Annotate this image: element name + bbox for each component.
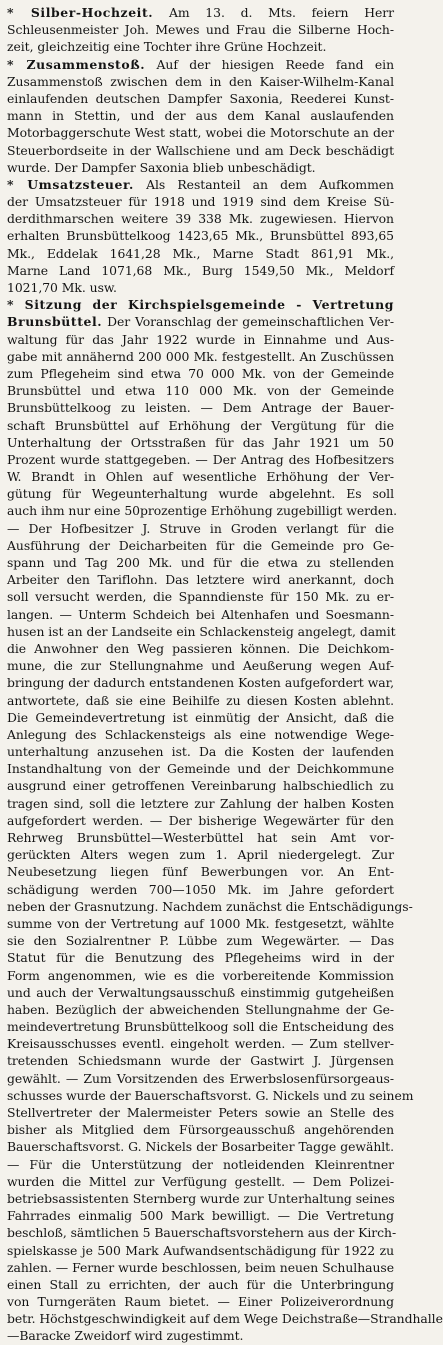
line-text: Marne Land 1071,68 Mk., Burg 1549,50 Mk., Meldorf	[7, 262, 394, 278]
text-line	[7, 588, 394, 605]
text-line	[7, 90, 394, 107]
text-line	[7, 417, 394, 434]
line-text: schusses wurde der Bauerschaftsvorst. G. Nickels und zu seinem	[7, 1087, 414, 1103]
text-line	[7, 296, 394, 313]
line-text: unterhaltung anzusehen ist. Da die Kosten der laufenden	[7, 744, 394, 760]
line-text: langen. — Unterm Schdeich bei Altenhafen und Soesmann-	[7, 606, 394, 622]
line-text: Auf der hiesigen Reede fand ein	[145, 56, 395, 72]
line-text: betr. Höchstgeschwindigkeit auf dem Wege Deichstraße—Strandhalle	[7, 1311, 443, 1327]
line-text: tretenden Schiedsmann wurde der Gastwirt J. Jürgensen	[7, 1053, 394, 1069]
section-heading: Brunsbüttel.	[7, 314, 103, 330]
text-line	[7, 1070, 394, 1087]
text-line	[7, 554, 394, 571]
text-line	[7, 537, 394, 554]
line-text: waltung für das Jahr 1922 wurde in Einnahme und Aus-	[7, 331, 394, 347]
text-line	[7, 949, 394, 966]
line-text: mann in Stettin, und der aus dem Kanal auslaufenden	[7, 108, 394, 124]
line-text: Brunsbüttelkoog zu leisten. — Dem Antrage der Bauer-	[7, 400, 394, 416]
text-line	[7, 846, 394, 863]
text-line	[7, 863, 394, 880]
line-text: bringung der dadurch entstandenen Kosten aufgefordert war,	[7, 675, 394, 691]
line-text: Bauerschaftsvorst. G. Nickels der Bosarbeiter Tagge gewählt.	[7, 1139, 394, 1155]
line-text: wurden die Mittel zur Verfügung gestellt. — Dem Polizei-	[7, 1173, 394, 1189]
text-line	[7, 434, 394, 451]
text-line	[7, 1138, 394, 1155]
line-text: von Turngeräten Raum bietet. — Einer Polizeiverordnung	[7, 1294, 394, 1310]
text-line	[7, 4, 394, 21]
text-line	[7, 1001, 394, 1018]
line-text: —Baracke Zweidorf wird zugestimmt.	[7, 1328, 244, 1344]
text-line	[7, 1087, 414, 1104]
line-text: derdithmarschen weitere 39 338 Mk. zugewiesen. Hiervon	[7, 211, 394, 227]
line-text: Mk., Eddelak 1641,28 Mk., Marne Stadt 861,91 Mk.,	[7, 245, 394, 261]
line-text: neben der Grasnutzung. Nachdem zunächst die Entschädigungs-	[7, 898, 413, 914]
text-line	[7, 1173, 394, 1190]
text-line	[7, 262, 394, 279]
text-line	[7, 124, 394, 141]
text-line	[7, 159, 394, 176]
section-heading: * Zusammenstoß.	[7, 56, 146, 72]
text-line	[7, 915, 394, 932]
text-line	[7, 520, 394, 537]
text-line	[7, 984, 394, 1001]
line-text: Als Restanteil an dem Aufkommen	[133, 176, 394, 192]
line-text: einen Stall zu errichten, der auch für die Unterbringung	[7, 1276, 394, 1292]
line-text: zeit, gleichzeitig eine Tochter ihre Grüne Hochzeit.	[7, 39, 327, 55]
line-text: Brunsbüttel und etwa 110 000 Mk. von der Gemeinde	[7, 383, 394, 399]
text-line	[7, 485, 394, 502]
line-text: Der Voranschlag der gemeinschaftlichen Ver-	[102, 314, 394, 330]
text-line	[7, 881, 394, 898]
text-line	[7, 932, 394, 949]
line-text: meindevertretung Brunsbüttelkoog soll die Entscheidung des	[7, 1019, 394, 1035]
line-text: gerückten Alters wegen zum 1. April niedergelegt. Zur	[7, 847, 394, 863]
line-text: schädigung werden 700—1050 Mk. im Jahre gefordert	[7, 881, 394, 897]
text-line	[7, 451, 394, 468]
line-text: Am 13. d. Mts. feiern Herr	[153, 5, 394, 20]
text-line	[7, 56, 394, 73]
line-text: auch ihm nur eine 50prozentige Erhöhung zugebilligt werden.	[7, 503, 398, 519]
text-line	[7, 1242, 394, 1259]
line-text: — Der Hofbesitzer J. Struve in Groden verlangt für die	[7, 520, 394, 536]
text-line	[7, 743, 394, 760]
line-text: Ausführung der Deicharbeiten für die Gemeinde pro Ge-	[7, 537, 394, 553]
text-line	[7, 640, 394, 657]
line-text: Arbeiter den Tariflohn. Das letztere wird anerkannt, doch	[7, 572, 394, 588]
line-text: Kreisausschusses eventl. eingeholt werden. — Zum stellver-	[7, 1036, 394, 1052]
line-text: Unterhaltung der Ortsstraßen für das Jahr 1921 um 50	[7, 434, 394, 450]
line-text: antwortete, daß sie eine Beihilfe zu diesen Kosten ablehnt.	[7, 692, 394, 708]
text-line	[7, 1190, 394, 1207]
line-text: Anlegung des Schlackensteigs als eine notwendige Wege-	[7, 726, 394, 742]
line-text: sie den Sozialrentner P. Lübbe zum Wegewärter. — Das	[7, 933, 394, 949]
text-line	[7, 107, 394, 124]
text-line	[7, 399, 394, 416]
line-text: wurde. Der Dampfer Saxonia blieb unbeschädigt.	[7, 159, 316, 175]
line-text: Form angenommen, wie es die vorbereitende Kommission	[7, 967, 394, 983]
line-text: ausgrund einer getroffenen Vereinbarung halbschiedlich zu	[7, 778, 394, 794]
text-line	[7, 1121, 394, 1138]
line-text: haben. Bezüglich der abweichenden Stellungnahme der Ge-	[7, 1001, 394, 1017]
section-heading: * Silber-Hochzeit.	[7, 5, 154, 20]
line-text: Die Gemeindevertretung ist einmütig der Ansicht, daß die	[7, 709, 394, 725]
line-text: schaft Brunsbüttel auf Erhöhung der Vergütung für die	[7, 417, 394, 433]
text-line	[7, 623, 394, 640]
line-text: Stellvertreter der Malermeister Peters sowie an Stelle des	[7, 1105, 394, 1120]
line-text: beschloß, sämtlichen 5 Bauerschaftsvorstehern aus der Kirch-	[7, 1225, 397, 1241]
line-text: — Für die Unterstützung der notleidenden Kleinrentner	[7, 1156, 394, 1172]
text-line	[7, 777, 394, 794]
text-line	[7, 1207, 394, 1224]
text-line	[7, 279, 394, 296]
line-text: gabe mit annähernd 200 000 Mk. festgestellt. An Zuschüssen	[7, 348, 394, 364]
line-text: betriebsassistenten Sternberg wurde zur Unterhaltung seines	[7, 1190, 395, 1206]
text-line	[7, 365, 394, 382]
text-line	[7, 502, 398, 519]
text-line	[7, 1276, 394, 1293]
text-line	[7, 674, 394, 691]
text-line	[7, 227, 394, 244]
line-text: Schleusenmeister Joh. Mewes und Frau die Silberne Hoch-	[7, 22, 394, 38]
line-text: spielskasse je 500 Mark Aufwandsentschädigung für 1922 zu	[7, 1242, 394, 1258]
text-line	[7, 176, 394, 193]
text-line	[7, 331, 394, 348]
text-line	[7, 606, 394, 623]
line-text: soll versucht werden, die Spanndienste für 150 Mk. zu er-	[7, 589, 394, 605]
text-line	[7, 21, 394, 38]
text-line	[7, 348, 394, 365]
line-text: Zusammenstoß zwischen dem in den Kaiser-Wilhelm-Kanal	[7, 73, 394, 89]
text-line	[7, 73, 394, 90]
text-line	[7, 795, 394, 812]
line-text: tragen sind, soll die letztere zur Zahlung der halben Kosten	[7, 795, 394, 811]
line-text: und auch der Verwaltungsausschuß einstimmig gutgeheißen	[7, 984, 394, 1000]
line-text: W. Brandt in Ohlen auf wesentliche Erhöhung der Ver-	[7, 469, 394, 485]
line-text: einlaufenden deutschen Dampfer Saxonia, Reederei Kunst-	[7, 90, 394, 106]
line-text: Statut für die Benutzung des Pflegeheims wird in der	[7, 950, 394, 966]
line-text: spann und Tag 200 Mk. und für die etwa zu stellenden	[7, 555, 394, 570]
text-line	[7, 812, 394, 829]
line-text: aufgefordert werden. — Der bisherige Wegewärter für den	[7, 812, 394, 828]
line-text: mune, die zur Stellungnahme und Aeußerung wegen Auf-	[7, 658, 394, 674]
line-text: Steuerbordseite in der Wallschiene und am Deck beschädigt	[7, 142, 394, 158]
text-line	[7, 1293, 394, 1310]
text-line	[7, 1156, 394, 1173]
line-text: der Umsatzsteuer für 1918 und 1919 sind dem Kreise Sü-	[7, 194, 394, 210]
text-line	[7, 898, 413, 915]
line-text: Fahrrades einmalig 500 Mark bewilligt. — Die Vertretung	[7, 1208, 394, 1224]
line-text: Motorbaggerschute West statt, wobei die Motorschute an der	[7, 125, 394, 141]
text-line	[7, 210, 394, 227]
text-line	[7, 1224, 397, 1241]
line-text: Instandhaltung von der Gemeinde und der Deichkommune	[7, 761, 394, 777]
text-line	[7, 692, 394, 709]
text-line	[7, 468, 394, 485]
text-line	[7, 313, 394, 330]
line-text: gütung für Wegeunterhaltung wurde abgelehnt. Es soll	[7, 486, 394, 502]
line-text: Prozent wurde stattgegeben. — Der Antrag des Hofbesitzers	[7, 451, 394, 467]
line-text: bisher als Mitglied dem Fürsorgeausschuß angehörenden	[7, 1122, 394, 1138]
section-heading: * Umsatzsteuer.	[7, 176, 134, 192]
text-line	[7, 142, 394, 159]
text-line	[7, 657, 394, 674]
text-line	[7, 1310, 443, 1327]
line-text: Neubesetzung liegen fünf Bewerbungen vor. An Ent-	[7, 864, 394, 880]
text-line	[7, 382, 394, 399]
text-line	[7, 726, 394, 743]
line-text: Rehrweg Brunsbüttel—Westerbüttel hat sein Amt vor-	[7, 830, 394, 845]
text-line	[7, 709, 394, 726]
line-text: husen ist an der Landseite ein Schlackensteig angelegt, damit	[7, 623, 396, 639]
text-line	[7, 1259, 394, 1276]
text-line	[7, 571, 394, 588]
text-line	[7, 38, 394, 55]
line-text: zum Pflegeheim sind etwa 70 000 Mk. von der Gemeinde	[7, 365, 394, 381]
text-line	[7, 1035, 394, 1052]
line-text: erhalten Brunsbüttelkoog 1423,65 Mk., Brunsbüttel 893,65	[7, 228, 394, 244]
text-line	[7, 245, 394, 262]
text-line	[7, 760, 394, 777]
text-line	[7, 1327, 394, 1344]
text-line	[7, 1052, 394, 1069]
text-line	[7, 967, 394, 984]
line-text: gewählt. — Zum Vorsitzenden des Erwerbslosenfürsorgeaus-	[7, 1070, 394, 1086]
line-text: die Anwohner den Weg passieren können. Die Deichkom-	[7, 640, 394, 656]
text-line	[7, 1018, 394, 1035]
line-text: summe von der Vertretung auf 1000 Mk. festgesetzt, wählte	[7, 915, 394, 931]
text-line	[7, 1104, 394, 1121]
text-line	[7, 829, 394, 846]
section-heading: * Sitzung der Kirchspielsgemeinde - Vertretung	[7, 297, 394, 313]
text-line	[7, 193, 394, 210]
line-text: 1021,70 Mk. usw.	[7, 280, 117, 295]
line-text: zahlen. — Ferner wurde beschlossen, beim neuen Schulhause	[7, 1259, 394, 1275]
